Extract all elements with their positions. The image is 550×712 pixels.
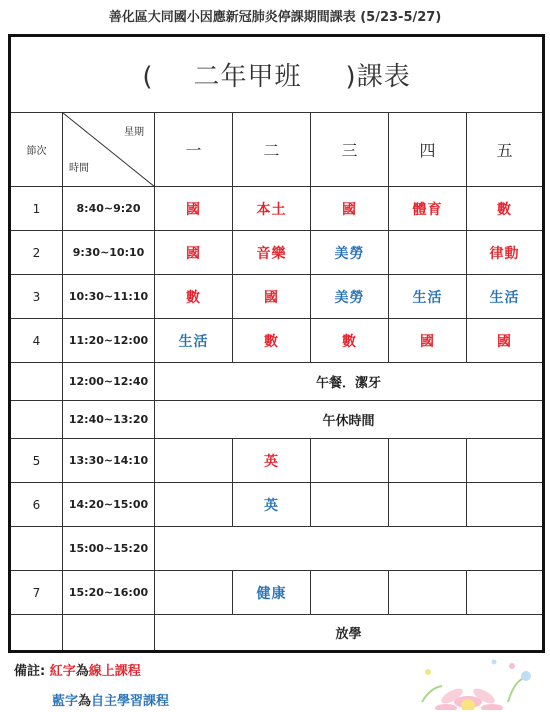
day-header-tue: 二 (233, 113, 311, 187)
time-slot: 12:40~13:20 (63, 401, 155, 439)
merged-activity-cell: 午休時間 (155, 401, 544, 439)
note-line-1: 備註: 紅字為線上課程 (14, 664, 141, 679)
document-title: 善化區大同國小因應新冠肺炎停課期間課表 (5/23-5/27) (108, 10, 442, 25)
table-title-cell (10, 36, 544, 113)
subject-cell-tue: 數 (233, 319, 311, 363)
period-number (10, 615, 63, 652)
schedule-table (8, 34, 545, 653)
subject-cell-mon: 數 (155, 275, 233, 319)
time-slot: 14:20~15:00 (63, 483, 155, 527)
subject-cell-wed (311, 571, 389, 615)
schedule-row (10, 363, 544, 401)
subject-cell-tue: 本土 (233, 187, 311, 231)
class-name: 二年甲班 (193, 62, 302, 92)
subject-cell-fri (467, 483, 544, 527)
subject-cell-tue: 英 (233, 483, 311, 527)
subject-cell-tue: 健康 (233, 571, 311, 615)
schedule-row (10, 483, 544, 527)
subject-cell-thu: 國 (389, 319, 467, 363)
time-slot (63, 615, 155, 652)
day-header-mon: 一 (155, 113, 233, 187)
period-number: 2 (10, 231, 63, 275)
note-label: 備註: (14, 664, 46, 679)
time-slot: 9:30~10:10 (63, 231, 155, 275)
subject-cell-tue: 國 (233, 275, 311, 319)
period-number: 7 (10, 571, 63, 615)
schedule-row (10, 615, 544, 652)
subject-cell-fri (467, 571, 544, 615)
subject-cell-thu (389, 231, 467, 275)
subject-cell-fri: 國 (467, 319, 544, 363)
day-header-fri: 五 (467, 113, 544, 187)
subject-cell-mon: 國 (155, 231, 233, 275)
period-number (10, 363, 63, 401)
time-slot: 8:40~9:20 (63, 187, 155, 231)
schedule-row (10, 275, 544, 319)
subject-cell-thu: 生活 (389, 275, 467, 319)
subject-cell-mon: 生活 (155, 319, 233, 363)
subject-cell-tue: 英 (233, 439, 311, 483)
subject-cell-wed (311, 483, 389, 527)
subject-cell-fri: 數 (467, 187, 544, 231)
period-number: 5 (10, 439, 63, 483)
day-header-wed: 三 (311, 113, 389, 187)
subject-cell-tue: 音樂 (233, 231, 311, 275)
merged-activity-cell (155, 527, 544, 571)
subject-cell-wed: 美勞 (311, 275, 389, 319)
period-number (10, 527, 63, 571)
time-slot: 15:20~16:00 (63, 571, 155, 615)
period-number (10, 401, 63, 439)
subject-cell-mon (155, 571, 233, 615)
title-row (10, 36, 544, 113)
subject-cell-wed (311, 439, 389, 483)
period-number: 1 (10, 187, 63, 231)
subject-cell-thu (389, 571, 467, 615)
time-slot: 12:00~12:40 (63, 363, 155, 401)
time-slot: 10:30~11:10 (63, 275, 155, 319)
schedule-row (10, 527, 544, 571)
subject-cell-fri (467, 439, 544, 483)
subject-cell-mon: 國 (155, 187, 233, 231)
corner-header (63, 113, 155, 187)
subject-cell-thu (389, 483, 467, 527)
time-slot: 15:00~15:20 (63, 527, 155, 571)
period-number: 4 (10, 319, 63, 363)
weekday-header-label: 星期 (124, 127, 144, 138)
merged-activity-cell: 午餐．潔牙 (155, 363, 544, 401)
schedule-row (10, 439, 544, 483)
subject-cell-mon (155, 439, 233, 483)
subject-cell-thu (389, 439, 467, 483)
schedule-row (10, 319, 544, 363)
subject-cell-wed: 美勞 (311, 231, 389, 275)
schedule-row (10, 187, 544, 231)
time-slot: 13:30~14:10 (63, 439, 155, 483)
day-header-thu: 四 (389, 113, 467, 187)
subject-cell-wed: 國 (311, 187, 389, 231)
flower-illustration-icon (408, 652, 544, 710)
period-number: 6 (10, 483, 63, 527)
schedule-row (10, 571, 544, 615)
time-header-label: 時間 (69, 163, 89, 174)
subject-cell-fri: 律動 (467, 231, 544, 275)
time-slot: 11:20~12:00 (63, 319, 155, 363)
schedule-row (10, 401, 544, 439)
note-line-2: 藍字為自主學習課程 (52, 694, 170, 709)
merged-activity-cell: 放學 (155, 615, 544, 652)
period-header: 節次 (10, 113, 63, 187)
subject-cell-wed: 數 (311, 319, 389, 363)
subject-cell-fri: 生活 (467, 275, 544, 319)
table-title: ( 二年甲班 )課表 (142, 62, 411, 92)
subject-cell-thu: 體育 (389, 187, 467, 231)
header-row (10, 113, 544, 187)
subject-cell-mon (155, 483, 233, 527)
period-number: 3 (10, 275, 63, 319)
schedule-row (10, 231, 544, 275)
